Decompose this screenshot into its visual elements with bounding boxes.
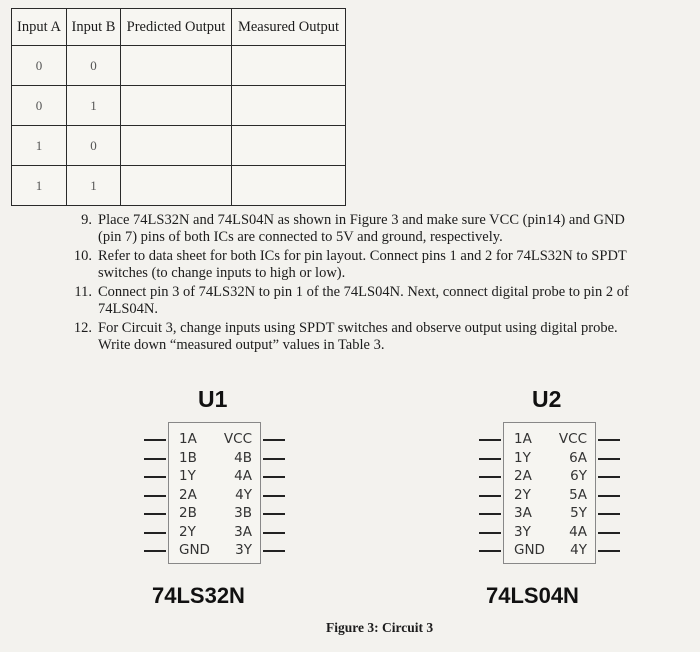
chip-u2-part-number: 74LS04N: [486, 583, 579, 608]
pin-label-right: 4A: [569, 523, 587, 540]
pin-label-right: 5A: [569, 486, 587, 503]
pin-lead-right: [598, 550, 620, 552]
table-row: [12, 86, 346, 126]
pin-label-left: 3Y: [514, 523, 531, 540]
pin-lead-right: [263, 495, 285, 497]
step-number: 11.: [74, 284, 92, 300]
pin-lead-right: [598, 458, 620, 460]
pin-lead-left: [479, 458, 501, 460]
header-predicted-output: Predicted Output: [121, 9, 232, 46]
step-line: Connect pin 3 of 74LS32N to pin 1 of the 74LS04N. Next, connect digital probe to pin 2 of: [98, 284, 629, 300]
header-measured-output: Measured Output: [232, 9, 346, 46]
step-line: switches (to change inputs to high or low).: [98, 265, 346, 281]
pin-label-left: 2A: [179, 486, 197, 503]
step-line: Place 74LS32N and 74LS04N as shown in Figure 3 and make sure VCC (pin14) and GND: [98, 212, 625, 228]
pin-label-right: VCC: [223, 431, 252, 447]
pin-row: [504, 450, 595, 467]
pin-row: [169, 450, 260, 467]
pin-label-right: VCC: [558, 431, 587, 447]
cell-predicted-output: [121, 166, 232, 206]
pin-label-left: 1A: [179, 431, 197, 447]
pin-lead-left: [479, 495, 501, 497]
chip-u1-title: U1: [198, 386, 228, 412]
procedure-steps: [58, 212, 688, 356]
pin-row: [169, 431, 260, 448]
pin-row: [504, 524, 595, 541]
chip-u2-title: U2: [532, 386, 562, 412]
pin-lead-left: [144, 458, 166, 460]
pin-lead-left: [144, 550, 166, 552]
pin-label-left: 1B: [179, 449, 197, 466]
step-line: 74LS04N.: [98, 301, 159, 317]
pin-lead-right: [598, 532, 620, 534]
cell-input-b: 1: [67, 86, 121, 126]
cell-predicted-output: [121, 86, 232, 126]
step-line: Refer to data sheet for both ICs for pin layout. Connect pins 1 and 2 for 74LS32N to SPDT: [98, 248, 627, 264]
pin-lead-right: [263, 513, 285, 515]
cell-input-a: 0: [12, 46, 67, 86]
step-line: For Circuit 3, change inputs using SPDT switches and observe output using digital probe.: [98, 320, 618, 336]
pin-label-right: 5Y: [570, 505, 587, 521]
step-text: [98, 320, 688, 354]
cell-input-a: 1: [12, 126, 67, 166]
cell-input-b: 0: [67, 46, 121, 86]
pin-lead-left: [479, 532, 501, 534]
chip-u1-body: [168, 422, 261, 564]
header-input-a: Input A: [12, 9, 67, 46]
step-item: [58, 320, 688, 354]
pin-lead-left: [479, 476, 501, 478]
cell-input-b: 1: [67, 166, 121, 206]
pin-label-right: 6A: [569, 449, 587, 466]
pin-label-right: 4Y: [235, 486, 252, 503]
step-item: [58, 284, 688, 318]
pin-label-left: 2Y: [514, 486, 531, 503]
pin-label-left: 1Y: [514, 449, 531, 466]
step-text: [98, 248, 688, 282]
pin-label-left: 2B: [179, 505, 197, 521]
pin-row: [504, 542, 595, 559]
pin-row: [169, 505, 260, 522]
cell-measured-output: [232, 46, 346, 86]
pin-lead-right: [263, 476, 285, 478]
pin-lead-right: [263, 550, 285, 552]
pin-label-right: 3Y: [235, 542, 252, 558]
pin-label-right: 3B: [234, 505, 252, 521]
pin-label-left: 2Y: [179, 523, 196, 540]
pin-lead-left: [479, 513, 501, 515]
cell-input-a: 0: [12, 86, 67, 126]
cell-input-b: 0: [67, 126, 121, 166]
step-line: (pin 7) pins of both ICs are connected to 5V and ground, respectively.: [98, 229, 503, 245]
pin-lead-right: [263, 439, 285, 441]
cell-measured-output: [232, 126, 346, 166]
pin-label-left: GND: [514, 542, 545, 558]
step-line: Write down “measured output” values in Table 3.: [98, 337, 385, 353]
pin-lead-right: [598, 513, 620, 515]
chip-u2-body: [503, 422, 596, 564]
pin-lead-right: [598, 476, 620, 478]
step-number: 9.: [81, 212, 92, 228]
pin-label-right: 4A: [234, 468, 252, 484]
pin-label-left: GND: [179, 542, 210, 558]
pin-label-left: 3A: [514, 505, 532, 521]
pin-label-left: 1A: [514, 431, 532, 447]
pin-label-left: 1Y: [179, 468, 196, 484]
pin-row: [169, 487, 260, 504]
pin-lead-left: [479, 439, 501, 441]
truth-table: [11, 8, 346, 206]
pin-lead-left: [479, 550, 501, 552]
pin-label-right: 3A: [234, 523, 252, 540]
pin-lead-left: [144, 439, 166, 441]
pin-row: [169, 468, 260, 485]
pin-lead-left: [144, 513, 166, 515]
cell-input-a: 1: [12, 166, 67, 206]
pin-label-right: 4Y: [570, 542, 587, 558]
pin-label-right: 4B: [234, 449, 252, 466]
table-header-row: [12, 9, 346, 46]
pin-label-left: 2A: [514, 468, 532, 484]
pin-lead-right: [598, 495, 620, 497]
pin-lead-left: [144, 476, 166, 478]
pin-row: [169, 542, 260, 559]
cell-measured-output: [232, 166, 346, 206]
pin-lead-left: [144, 532, 166, 534]
table-row: [12, 126, 346, 166]
pin-row: [169, 524, 260, 541]
step-number: 12.: [73, 320, 92, 336]
chip-u1-part-number: 74LS32N: [152, 583, 245, 608]
header-input-b: Input B: [67, 9, 121, 46]
pin-row: [504, 468, 595, 485]
cell-predicted-output: [121, 46, 232, 86]
step-number: 10.: [73, 248, 92, 264]
step-text: [98, 212, 688, 246]
figure-caption: Figure 3: Circuit 3: [326, 620, 434, 635]
pin-row: [504, 505, 595, 522]
pin-lead-left: [144, 495, 166, 497]
pin-lead-right: [598, 439, 620, 441]
step-text: [98, 284, 688, 318]
table-row: [12, 46, 346, 86]
table-row: [12, 166, 346, 206]
step-item: [58, 212, 688, 246]
step-item: [58, 248, 688, 282]
pin-lead-right: [263, 532, 285, 534]
cell-measured-output: [232, 86, 346, 126]
pin-lead-right: [263, 458, 285, 460]
pin-row: [504, 487, 595, 504]
pin-row: [504, 431, 595, 448]
cell-predicted-output: [121, 126, 232, 166]
pin-label-right: 6Y: [570, 468, 587, 484]
